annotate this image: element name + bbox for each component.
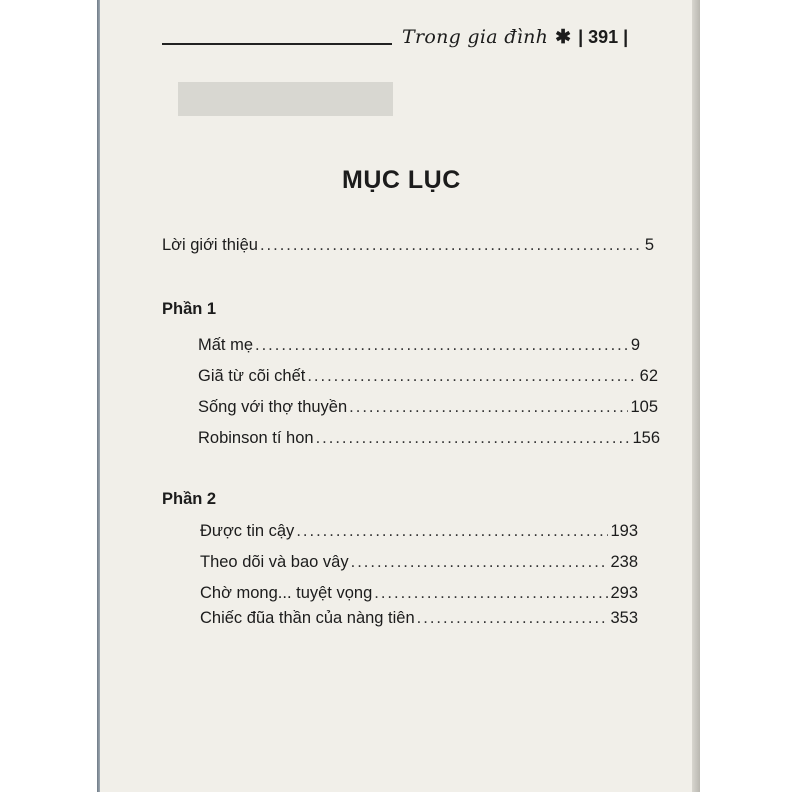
running-title: Trong gia đình — [402, 26, 549, 48]
toc-entry-label: Lời giới thiệu — [162, 236, 258, 254]
part-heading: Phần 1 — [162, 300, 217, 318]
toc-entry — [198, 336, 640, 355]
toc-entry-page: 5 — [644, 236, 654, 254]
toc-entry-label: Theo dõi và bao vây — [200, 553, 349, 571]
toc-entry-label: Giã từ cõi chết — [198, 367, 306, 385]
toc-title: MỤC LỤC — [342, 166, 461, 194]
toc-entry — [200, 609, 638, 628]
dot-leader — [296, 522, 608, 541]
toc-entry-page: 9 — [630, 336, 640, 354]
toc-entry — [198, 398, 658, 417]
dot-leader — [316, 429, 631, 448]
toc-entry-label: Sống với thợ thuyền — [198, 398, 348, 416]
dot-leader — [255, 336, 629, 355]
toc-entry — [198, 367, 658, 386]
dot-leader — [417, 609, 609, 628]
page-number: | 391 | — [578, 26, 629, 47]
toc-entry — [200, 584, 638, 603]
toc-entry — [200, 553, 638, 572]
toc-entry-label: Được tin cậy — [200, 522, 295, 540]
running-header — [402, 26, 628, 48]
part-heading: Phần 2 — [162, 490, 217, 508]
toc-entry-page: 293 — [610, 584, 638, 602]
dot-leader — [374, 584, 608, 603]
toc-entry-label: Chờ mong... tuyệt vọng — [200, 584, 373, 602]
toc-entry-page: 193 — [610, 522, 638, 540]
toc-entry-page: 238 — [610, 553, 638, 571]
toc-entry-label: Chiếc đũa thần của nàng tiên — [200, 609, 415, 627]
page-stack-edge — [692, 0, 700, 792]
dot-leader — [260, 236, 643, 255]
header-rule — [162, 43, 392, 45]
dot-leader — [349, 398, 628, 417]
toc-entry-page: 353 — [610, 609, 638, 627]
toc-entry — [200, 522, 638, 541]
toc-entry-page: 105 — [630, 398, 658, 416]
book-page — [100, 0, 698, 792]
show-through-block — [178, 82, 393, 116]
toc-entry-label: Robinson tí hon — [198, 429, 314, 447]
dot-leader — [307, 367, 637, 386]
toc-entry — [198, 429, 660, 448]
dot-leader — [351, 553, 609, 572]
toc-entry-intro — [162, 236, 654, 255]
toc-entry-label: Mất mẹ — [198, 336, 254, 354]
toc-entry-page: 156 — [632, 429, 660, 447]
asterisk-ornament-icon: ✱ — [555, 26, 572, 48]
toc-entry-page: 62 — [639, 367, 658, 385]
